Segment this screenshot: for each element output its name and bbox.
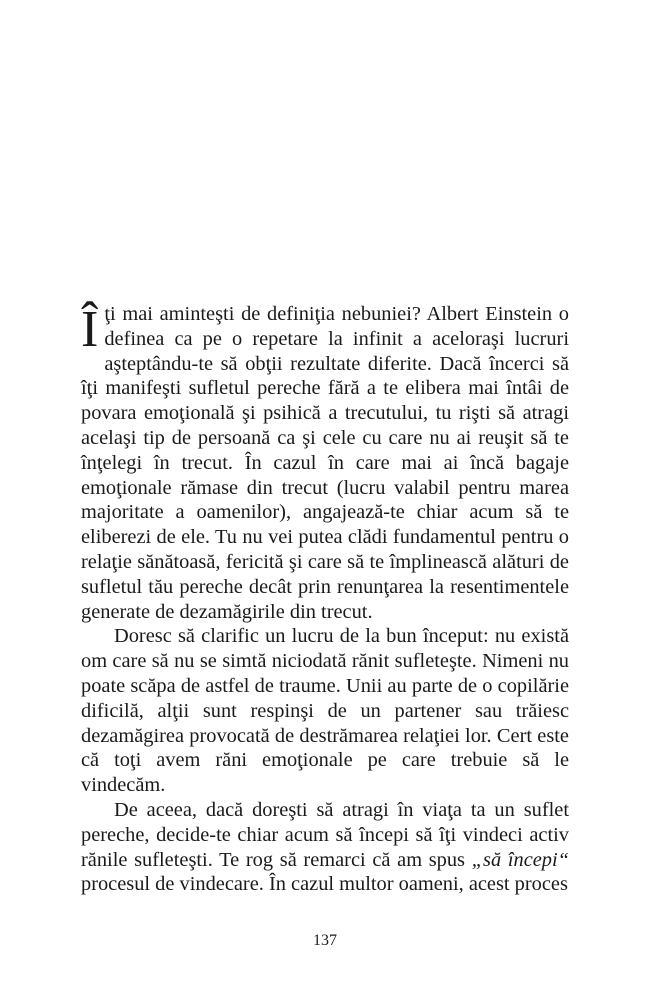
paragraph-1-text: ţi mai aminteşti de definiţia nebuniei? Albert Einstein o definea ca pe o repetare la infinit a aceloraşi lucruri aşteptându-te să obţii rezultate diferite. Dacă încerci să îţi manifeşti sufletul pereche fără a te elibera mai întâi de povara emoţională şi psihică a trecutului, tu rişti să atragi acelaşi tip de persoană ca şi cele cu care nu ai reuşit să te înţelegi în trecut. În cazul în care mai ai încă bagaje emoţionale rămase din trecut (lucru valabil pentru marea majoritate a oamenilor), angajează-te chiar acum să te eliberezi de ele. Tu nu vei putea clădi fundamentul pentru o relaţie sănătoasă, fericită şi care să te împlinească alături de sufletul tău pereche decât prin renunţarea la resentimentele generate de dezamăgirile din trecut. [81, 303, 569, 623]
page-number: 137 [313, 932, 337, 949]
paragraph-1 [81, 302, 569, 624]
drop-cap: Î [81, 301, 99, 358]
paragraph-3-text-end: procesul de vindecare. În cazul multor oameni, acest proces [81, 873, 568, 896]
paragraph-3 [81, 798, 569, 897]
body-text [81, 302, 569, 897]
paragraph-2: Doresc să clarific un lucru de la bun început: nu există om care să nu se simtă niciodată rănit sufleteşte. Nimeni nu poate scăpa de astfel de traume. Unii au parte de o copilărie dificilă, alţii sunt respinşi de un partener sau trăiesc dezamăgirea provocată de destrămarea relaţiei lor. Cert este că toţi avem răni emoţionale pe care trebuie să le vindecăm. [81, 625, 569, 797]
paragraph-3-text-start: De aceea, dacă doreşti să atragi în viaţa ta un suflet pereche, decide-te chiar acum să începi să îţi vindeci activ rănile sufleteşti. Te rog să remarci că am spus [81, 798, 569, 871]
paragraph-3-emphasis: „să începi“ [471, 848, 570, 871]
